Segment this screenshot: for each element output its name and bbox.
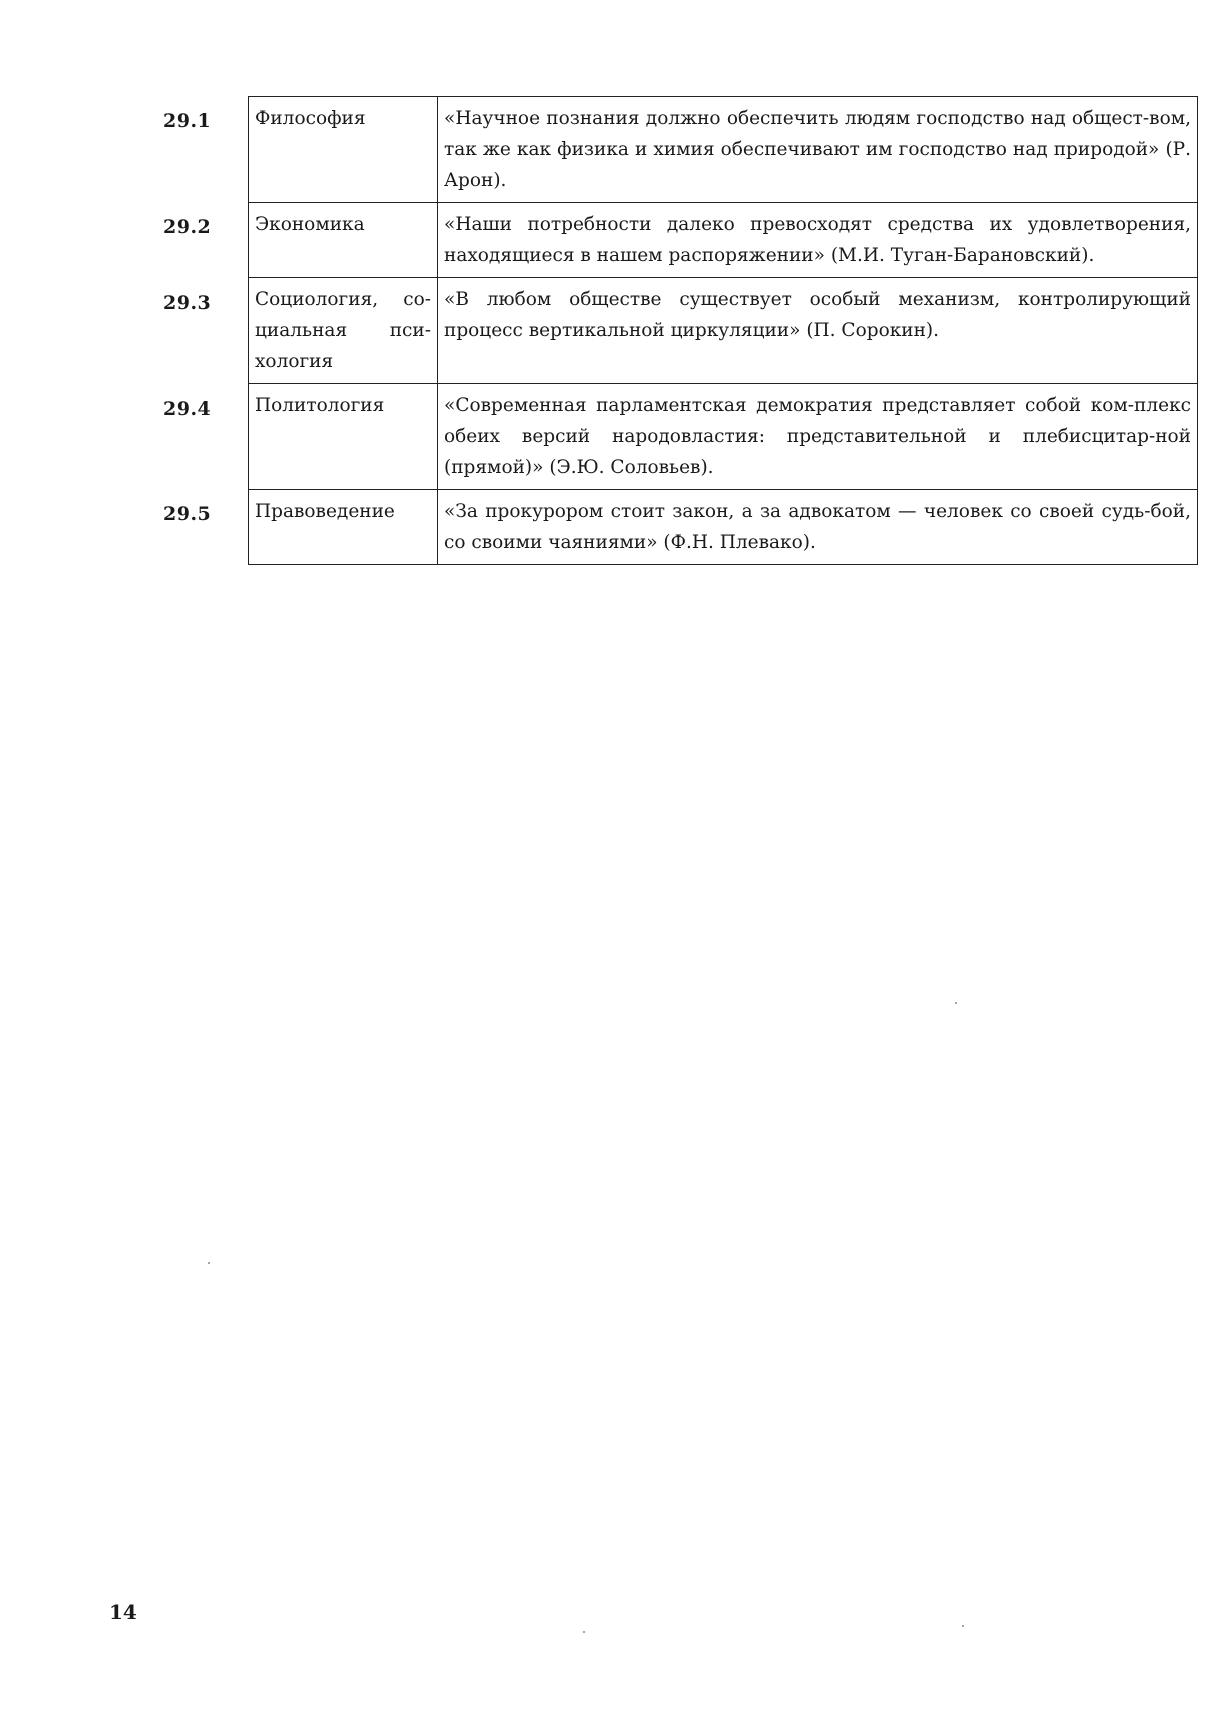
field-cell: Правоведение [249, 490, 438, 565]
table-row [249, 278, 1198, 384]
field-cell: Социология, со-циальная пси-хология [249, 278, 438, 384]
scan-speck [583, 1631, 585, 1633]
table-row [249, 490, 1198, 565]
quote-cell: «За прокурором стоит закон, а за адвокатом — человек со своей судь-бой, со своими чаяниями» (Ф.Н. Плевако). [438, 490, 1198, 565]
quote-cell: «В любом обществе существует особый механизм, контролирующий процесс вертикальной циркуляции» (П. Сорокин). [438, 278, 1198, 384]
quote-cell: «Научное познания должно обеспечить людям господство над общест-вом, так же как физика и химия обеспечивают им господство над природой» (Р. Арон). [438, 97, 1198, 203]
table-row [249, 97, 1198, 203]
scan-speck [208, 1262, 210, 1264]
table-row [249, 203, 1198, 278]
quotes-table [248, 96, 1198, 565]
quote-cell: «Наши потребности далеко превосходят средства их удовлетворения, находящиеся в нашем распоряжении» (М.И. Туган-Барановский). [438, 203, 1198, 278]
page-number: 14 [109, 1600, 137, 1624]
field-cell: Философия [249, 97, 438, 203]
scan-speck [955, 1002, 957, 1004]
field-cell: Политология [249, 384, 438, 490]
table-row [249, 384, 1198, 490]
row-number-3: 29.3 [163, 292, 212, 314]
row-number-1: 29.1 [163, 110, 212, 132]
row-number-5: 29.5 [163, 503, 212, 525]
row-number-4: 29.4 [163, 398, 212, 420]
scan-speck [962, 1625, 964, 1627]
quote-cell: «Современная парламентская демократия представляет собой ком-плекс обеих версий народовластия: представительной и плебисцитар-ной (прямой)» (Э.Ю. Соловьев). [438, 384, 1198, 490]
row-number-2: 29.2 [163, 216, 212, 238]
field-cell: Экономика [249, 203, 438, 278]
